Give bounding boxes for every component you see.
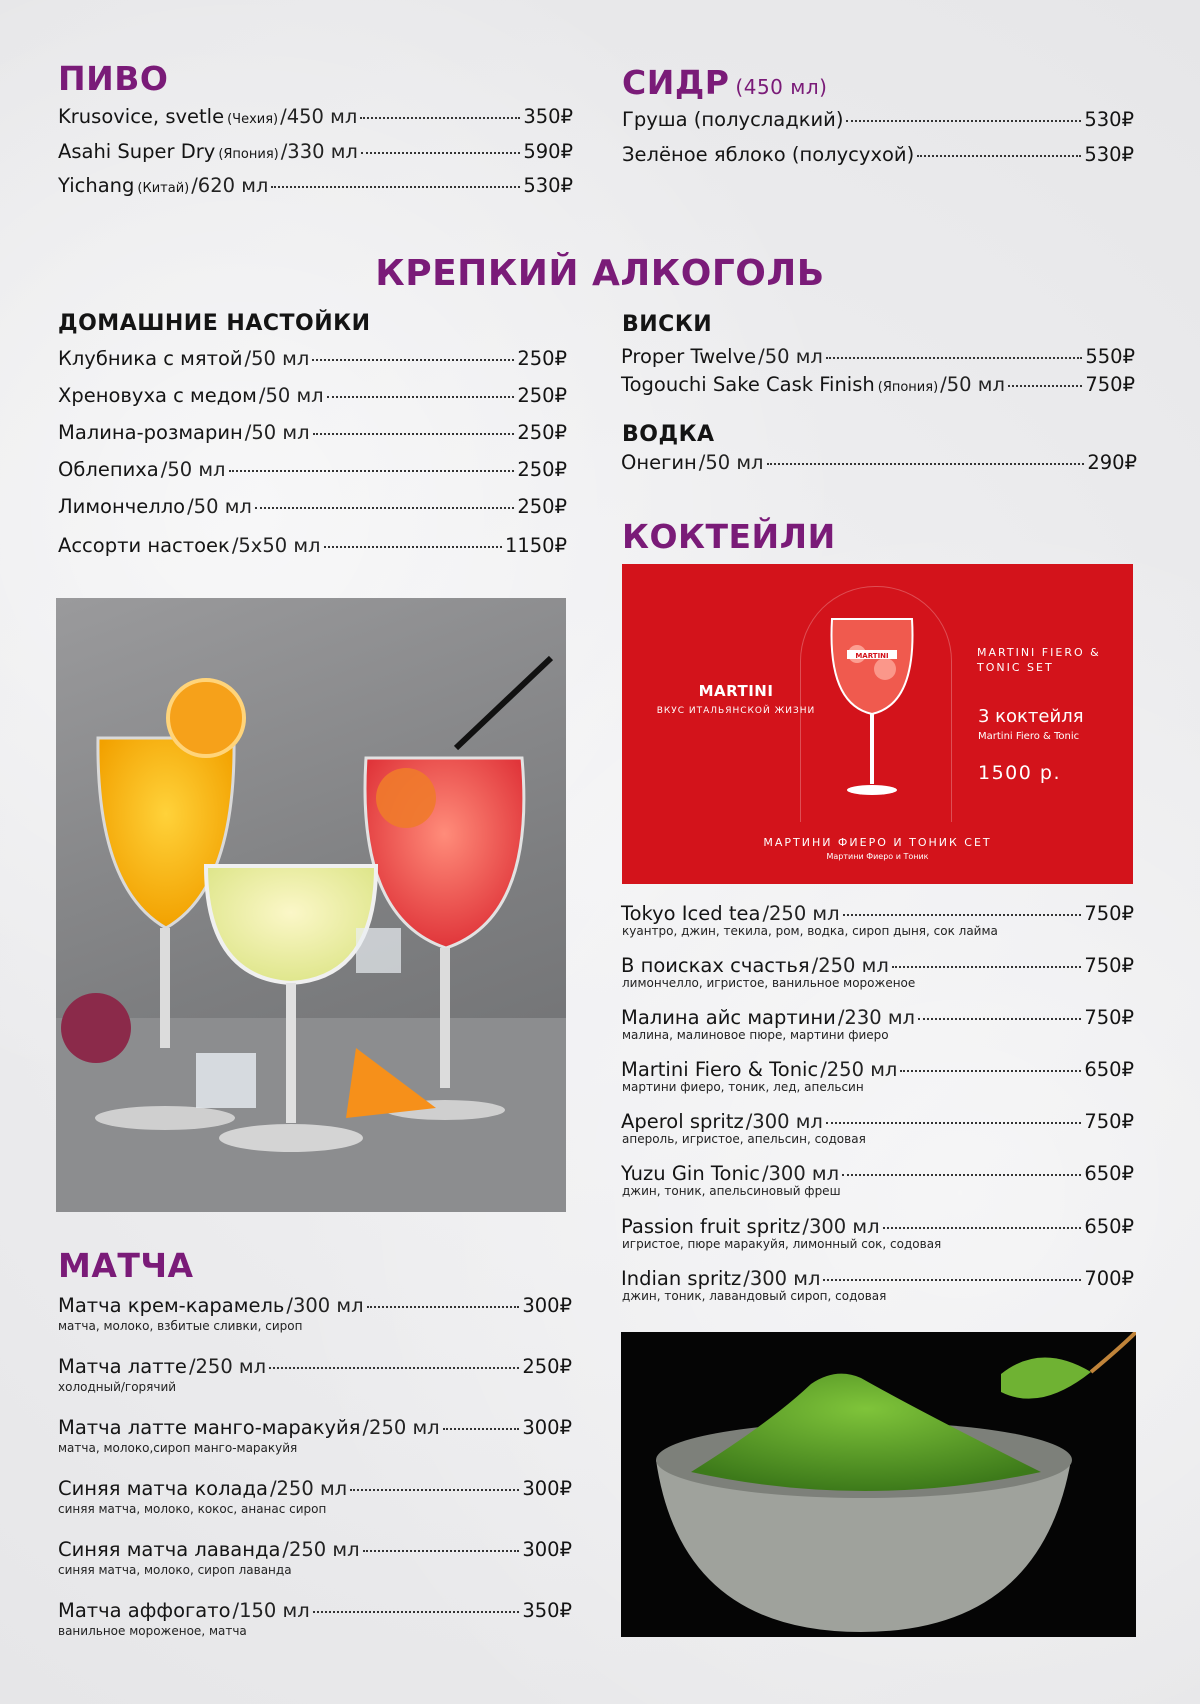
item-name: Proper Twelve xyxy=(621,345,757,368)
item-volume: /300 мл xyxy=(761,1162,840,1185)
item-price: 750₽ xyxy=(1084,1110,1134,1133)
item-name: Indian spritz xyxy=(621,1267,742,1290)
menu-row xyxy=(621,1216,1134,1237)
item-volume: /50 мл xyxy=(244,347,310,370)
item-volume: /250 мл xyxy=(811,954,889,977)
menu-row xyxy=(621,346,1135,367)
dot-leader xyxy=(327,396,515,398)
dot-leader xyxy=(883,1227,1082,1229)
martini-glass-icon xyxy=(827,614,917,804)
item-price: 250₽ xyxy=(522,1355,572,1378)
menu-row xyxy=(621,903,1134,924)
menu-row xyxy=(621,1163,1134,1184)
item-price: 530₽ xyxy=(523,174,573,197)
menu-row xyxy=(621,1007,1134,1028)
dot-leader xyxy=(1008,385,1082,387)
item-origin: (Япония) xyxy=(877,380,939,395)
dot-leader xyxy=(767,463,1085,465)
item-price: 530₽ xyxy=(1084,143,1134,166)
item-name: Krusovice, svetle xyxy=(58,105,225,128)
item-description: холодный/горячий xyxy=(58,1380,177,1394)
item-name: Синяя матча лаванда xyxy=(58,1538,281,1561)
item-price: 250₽ xyxy=(517,458,567,481)
martini-offer-sub: Martini Fiero & Tonic xyxy=(978,731,1080,742)
item-volume: /50 мл xyxy=(758,345,823,368)
martini-offer: 3 коктейля xyxy=(978,706,1084,727)
item-name: Матча крем-карамель xyxy=(58,1294,285,1317)
item-name: Passion fruit spritz xyxy=(621,1215,801,1238)
dot-leader xyxy=(313,1611,520,1613)
item-name: Клубника с мятой xyxy=(58,347,243,370)
item-description: куантро, джин, текила, ром, водка, сироп дыня, сок лайма xyxy=(622,924,998,938)
menu-row xyxy=(58,1417,572,1438)
tinctures-title: ДОМАШНИЕ НАСТОЙКИ xyxy=(58,311,371,336)
menu-row xyxy=(621,955,1134,976)
dot-leader xyxy=(361,152,520,154)
item-name: Зелёное яблоко (полусухой) xyxy=(622,143,915,166)
menu-row xyxy=(58,422,567,443)
item-origin: (Китай) xyxy=(137,181,190,196)
item-description: ванильное мороженое, матча xyxy=(58,1624,247,1638)
dot-leader xyxy=(846,120,1081,122)
item-volume: /50 мл xyxy=(940,373,1005,396)
item-description: джин, тоник, апельсиновый фреш xyxy=(622,1184,841,1198)
item-volume: /330 мл xyxy=(280,140,358,163)
dot-leader xyxy=(269,1367,519,1369)
item-volume: /50 мл xyxy=(244,421,310,444)
item-description: лимончелло, игристое, ванильное мороженое xyxy=(622,976,916,990)
matcha-photo xyxy=(621,1332,1136,1637)
menu-row xyxy=(58,385,567,406)
dot-leader xyxy=(842,1174,1081,1176)
item-name: Малина айс мартини xyxy=(621,1006,836,1029)
item-price: 1150₽ xyxy=(504,534,567,557)
item-description: джин, тоник, лавандовый сироп, содовая xyxy=(622,1289,887,1303)
dot-leader xyxy=(443,1428,520,1430)
martini-tagline: ВКУС ИТАЛЬЯНСКОЙ ЖИЗНИ xyxy=(656,706,816,716)
item-name: Togouchi Sake Cask Finish xyxy=(621,373,875,396)
item-name: Yichang xyxy=(58,174,135,197)
item-price: 290₽ xyxy=(1087,451,1137,474)
menu-row xyxy=(58,1539,572,1560)
item-origin: (Япония) xyxy=(218,147,279,162)
item-name: Матча латте xyxy=(58,1355,187,1378)
item-volume: /250 мл xyxy=(188,1355,267,1378)
dot-leader xyxy=(843,914,1082,916)
item-volume: /620 мл xyxy=(191,174,269,197)
item-description: синяя матча, молоко, сироп лаванда xyxy=(58,1563,292,1577)
item-price: 250₽ xyxy=(517,384,567,407)
cocktails-photo xyxy=(56,598,566,1212)
dot-leader xyxy=(892,966,1082,968)
item-price: 300₽ xyxy=(522,1477,572,1500)
item-price: 250₽ xyxy=(517,495,567,518)
dot-leader xyxy=(324,546,502,548)
item-name: Yuzu Gin Tonic xyxy=(621,1162,760,1185)
item-price: 750₽ xyxy=(1084,1006,1134,1029)
item-price: 350₽ xyxy=(522,1599,572,1622)
beer-title: ПИВО xyxy=(58,59,169,98)
item-price: 530₽ xyxy=(1084,108,1134,131)
martini-ad-banner xyxy=(622,564,1133,884)
item-volume: /300 мл xyxy=(286,1294,364,1317)
menu-row xyxy=(58,1356,572,1377)
menu-row xyxy=(58,1295,572,1316)
menu-row xyxy=(58,1600,572,1621)
dot-leader xyxy=(900,1070,1081,1072)
cider-volume-note: (450 мл) xyxy=(735,75,828,99)
dot-leader xyxy=(350,1489,519,1491)
strong-alcohol-title: КРЕПКИЙ АЛКОГОЛЬ xyxy=(375,253,825,294)
item-name: Облепиха xyxy=(58,458,159,481)
menu-row xyxy=(58,106,573,127)
item-price: 700₽ xyxy=(1084,1267,1134,1290)
item-name: Asahi Super Dry xyxy=(58,140,216,163)
cider-title xyxy=(622,63,828,102)
item-price: 250₽ xyxy=(517,347,567,370)
item-price: 300₽ xyxy=(522,1294,572,1317)
menu-row xyxy=(621,374,1135,395)
item-description: апероль, игристое, апельсин, содовая xyxy=(622,1132,866,1146)
dot-leader xyxy=(918,1018,1081,1020)
cocktail-glasses-illustration xyxy=(56,598,566,1212)
item-volume: /250 мл xyxy=(362,1416,440,1439)
item-description: матча, молоко, взбитые сливки, сироп xyxy=(58,1319,303,1333)
martini-glass-label: MARTINI xyxy=(855,652,889,660)
dot-leader xyxy=(826,357,1082,359)
item-description: матча, молоко,сироп манго-маракуйя xyxy=(58,1441,298,1455)
menu-row xyxy=(58,1478,572,1499)
dot-leader xyxy=(312,359,514,361)
item-volume: /450 мл xyxy=(280,105,358,128)
item-volume: /250 мл xyxy=(820,1058,898,1081)
martini-footer: МАРТИНИ ФИЕРО И ТОНИК СЕТ xyxy=(763,836,992,849)
item-name: Груша (полусладкий) xyxy=(622,108,844,131)
menu-row xyxy=(622,144,1134,165)
item-price: 750₽ xyxy=(1084,902,1134,925)
item-price: 750₽ xyxy=(1084,954,1134,977)
item-description: игристое, пюре маракуйя, лимонный сок, содовая xyxy=(622,1237,942,1251)
dot-leader xyxy=(255,507,514,509)
dot-leader xyxy=(360,117,520,119)
item-description: синяя матча, молоко, кокос, ананас сироп xyxy=(58,1502,327,1516)
martini-price: 1500 р. xyxy=(978,762,1061,784)
item-price: 590₽ xyxy=(523,140,573,163)
item-name: Хреновуха с медом xyxy=(58,384,257,407)
item-price: 550₽ xyxy=(1085,345,1135,368)
item-name: Aperol spritz xyxy=(621,1110,744,1133)
martini-footer-sub: Мартини Фиеро и Тоник xyxy=(826,852,929,861)
item-volume: /50 мл xyxy=(187,495,252,518)
item-price: 750₽ xyxy=(1085,373,1135,396)
menu-row xyxy=(621,452,1137,473)
dot-leader xyxy=(313,433,515,435)
item-volume: /250 мл xyxy=(282,1538,360,1561)
item-volume: /150 мл xyxy=(232,1599,310,1622)
item-name: Лимончелло xyxy=(58,495,186,518)
dot-leader xyxy=(271,186,520,188)
vodka-title: ВОДКА xyxy=(622,422,715,447)
item-name: Малина-розмарин xyxy=(58,421,243,444)
martini-set-name: MARTINI FIERO & TONIC SET xyxy=(977,646,1101,674)
item-name: Martini Fiero & Tonic xyxy=(621,1058,819,1081)
item-volume: /300 мл xyxy=(802,1215,880,1238)
menu-row xyxy=(621,1111,1134,1132)
dot-leader xyxy=(229,470,515,472)
item-price: 650₽ xyxy=(1084,1162,1134,1185)
item-name: Онегин xyxy=(621,451,697,474)
item-price: 350₽ xyxy=(523,105,573,128)
dot-leader xyxy=(917,155,1081,157)
item-volume: /50 мл xyxy=(698,451,764,474)
item-name: Ассорти настоек xyxy=(58,534,230,557)
item-volume: /5х50 мл xyxy=(231,534,321,557)
menu-row xyxy=(58,459,567,480)
cider-title-text: СИДР xyxy=(622,63,730,102)
item-name: Синяя матча колада xyxy=(58,1477,268,1500)
item-price: 250₽ xyxy=(517,421,567,444)
item-description: малина, малиновое пюре, мартини фиеро xyxy=(622,1028,889,1042)
item-description: мартини фиеро, тоник, лед, апельсин xyxy=(622,1080,864,1094)
item-price: 650₽ xyxy=(1084,1215,1134,1238)
item-volume: /250 мл xyxy=(762,902,840,925)
item-volume: /50 мл xyxy=(258,384,324,407)
item-name: Матча аффогато xyxy=(58,1599,231,1622)
item-origin: (Чехия) xyxy=(227,112,279,127)
item-name: Tokyo Iced tea xyxy=(621,902,761,925)
item-volume: /50 мл xyxy=(160,458,226,481)
item-volume: /300 мл xyxy=(743,1267,821,1290)
item-volume: /300 мл xyxy=(745,1110,823,1133)
matcha-title: МАТЧА xyxy=(58,1246,194,1285)
item-price: 300₽ xyxy=(522,1416,572,1439)
item-price: 300₽ xyxy=(522,1538,572,1561)
dot-leader xyxy=(826,1122,1081,1124)
item-name: Матча латте манго-маракуйя xyxy=(58,1416,361,1439)
menu-row xyxy=(621,1059,1134,1080)
menu-row xyxy=(58,535,567,556)
menu-row xyxy=(621,1268,1134,1289)
cocktails-title: КОКТЕЙЛИ xyxy=(622,517,836,556)
item-name: В поисках счастья xyxy=(621,954,810,977)
martini-brand: MARTINI xyxy=(698,682,774,700)
dot-leader xyxy=(367,1306,520,1308)
item-price: 650₽ xyxy=(1084,1058,1134,1081)
menu-row xyxy=(58,175,573,196)
menu-row xyxy=(622,109,1134,130)
menu-row xyxy=(58,141,573,162)
dot-leader xyxy=(363,1550,520,1552)
item-volume: /230 мл xyxy=(837,1006,916,1029)
item-volume: /250 мл xyxy=(269,1477,348,1500)
matcha-bowl-illustration xyxy=(621,1332,1136,1637)
menu-row xyxy=(58,348,567,369)
dot-leader xyxy=(823,1279,1081,1281)
whisky-title: ВИСКИ xyxy=(622,312,713,337)
menu-row xyxy=(58,496,567,517)
